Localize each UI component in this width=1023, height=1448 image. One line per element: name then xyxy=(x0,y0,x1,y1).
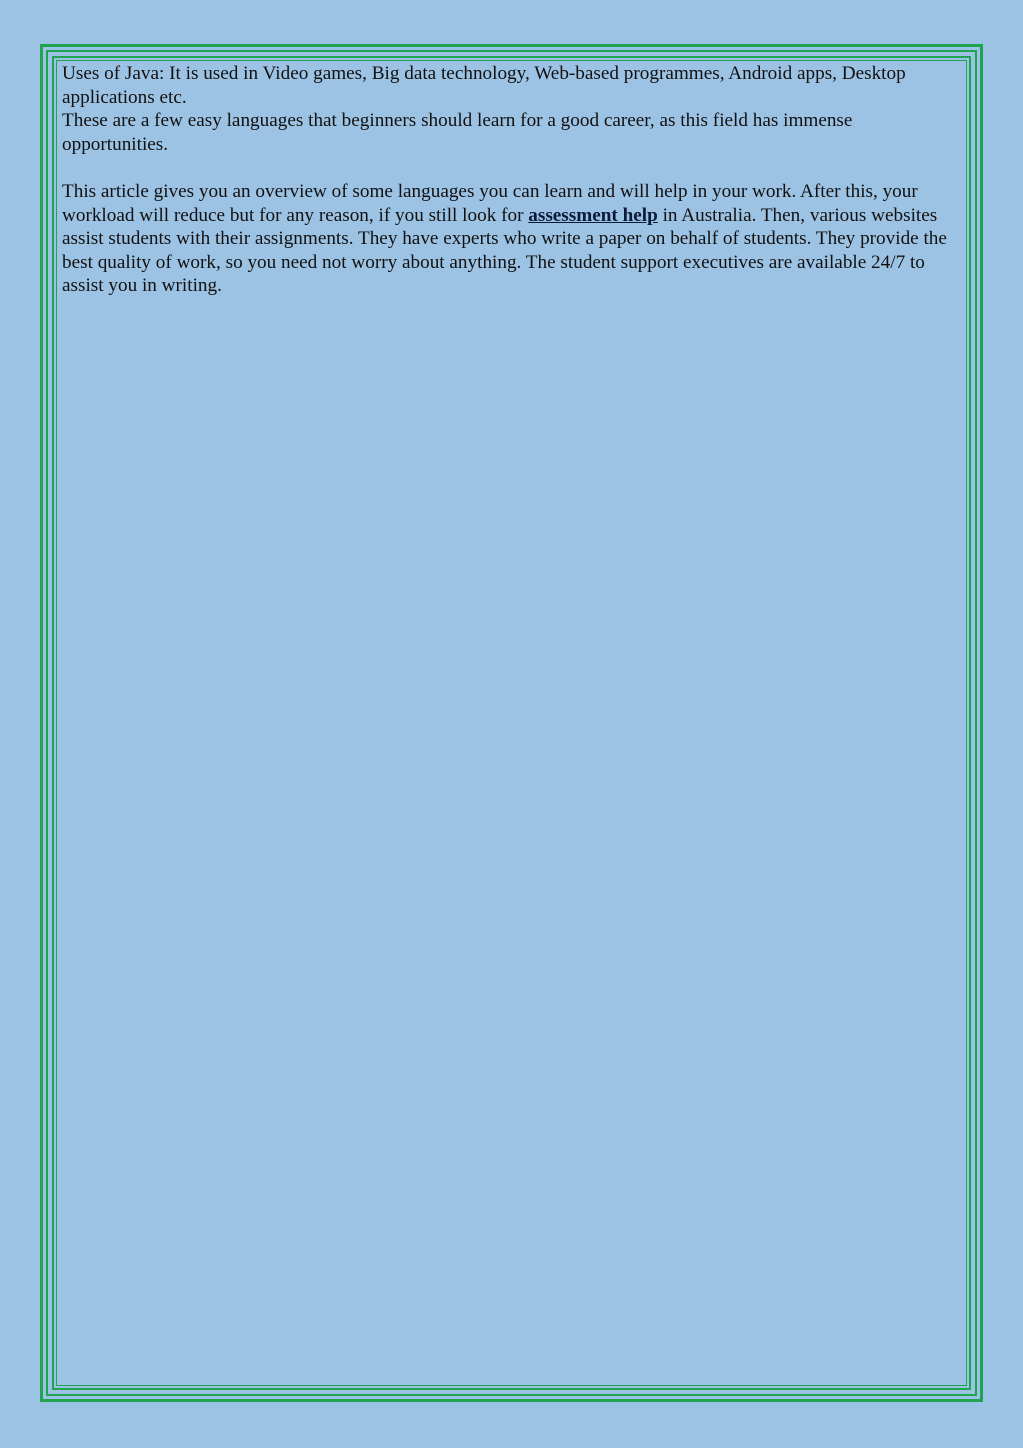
article-text-after-link: in Australia. Then, various websites assist students with their assignments. They have experts who write a paper on behalf of students. They provide the best quality of work, so you need not worry about anything. The student support executives are available 24/7 to assist you in writing. xyxy=(62,204,947,297)
paragraph-easy-languages: These are a few easy languages that beginners should learn for a good career, as this field has immense opportunities. xyxy=(62,110,853,155)
paragraph-article-overview xyxy=(62,180,962,298)
assessment-help-link[interactable]: assessment help xyxy=(528,204,658,226)
paragraph-java-uses: Uses of Java: It is used in Video games, Big data technology, Web-based programmes, Android apps, Desktop applications etc. xyxy=(62,63,906,108)
article-text-before-link: This article gives you an overview of some languages you can learn and will help in your work. After this, your workload will reduce but for any reason, if you still look for xyxy=(62,180,918,226)
document-body xyxy=(62,62,962,298)
